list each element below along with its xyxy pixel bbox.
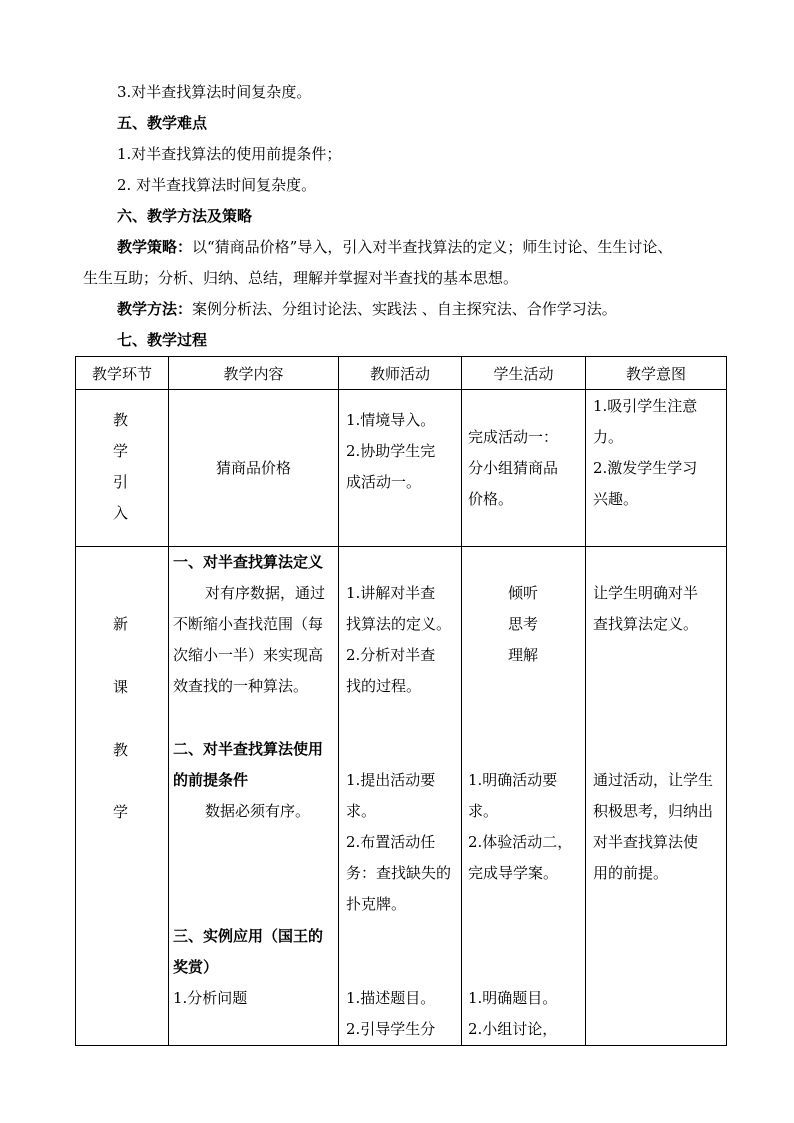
content-text: 猜商品价格 xyxy=(216,459,292,477)
header-student: 学生活动 xyxy=(462,357,586,390)
student-line: 2.小组讨论， xyxy=(468,1020,558,1038)
definition-body: 不断缩小查找范围（每 xyxy=(173,615,324,633)
intent-line: 查找算法定义。 xyxy=(593,615,699,633)
intent-line: 对半查找算法使 xyxy=(593,833,699,851)
teacher-line: 找算法的定义。 xyxy=(346,615,452,633)
teacher-cell-new-lesson xyxy=(339,547,462,1046)
stage-char: 新 xyxy=(113,615,129,633)
header-intent: 教学意图 xyxy=(586,357,727,390)
student-line: 分小组猜商品 xyxy=(468,459,559,477)
table-header-row xyxy=(76,357,727,390)
intent-cell-new-lesson xyxy=(586,547,727,1046)
teacher-line: 务：查找缺失的 xyxy=(346,864,452,882)
teacher-line: 成活动一。 xyxy=(346,473,422,491)
student-cell-new-lesson xyxy=(462,547,586,1046)
intent-line: 通过活动，让学生 xyxy=(593,771,714,789)
intent-line: 积极思考，归纳出 xyxy=(593,802,714,820)
teacher-line: 扑克牌。 xyxy=(346,895,407,913)
stage-char: 学 xyxy=(113,442,129,460)
stage-char: 教 xyxy=(113,741,129,759)
stage-char: 课 xyxy=(113,678,129,696)
stage-char: 学 xyxy=(113,803,129,821)
student-line: 1.明确活动要 xyxy=(468,771,558,789)
method-label: 教学方法： xyxy=(117,300,193,318)
intent-cell-intro xyxy=(586,390,727,547)
stage-char: 引 xyxy=(113,473,129,491)
teacher-line: 1.讲解对半查 xyxy=(346,584,436,602)
student-line: 1.明确题目。 xyxy=(468,989,558,1007)
method-text: 案例分析法、分组讨论法、实践法 、自主探究法、合作学习法。 xyxy=(192,300,617,318)
student-line: 倾听 xyxy=(508,584,539,602)
intent-line: 1.吸引学生注意 xyxy=(593,397,698,415)
teacher-line: 1.情境导入。 xyxy=(346,411,436,429)
table-row-intro xyxy=(76,390,727,547)
header-content: 教学内容 xyxy=(169,357,339,390)
content-cell-new-lesson xyxy=(169,547,339,1046)
student-line: 思考 xyxy=(508,615,539,633)
student-line: 完成活动一： xyxy=(468,428,559,446)
application-heading: 奖赏） xyxy=(173,958,219,976)
stage-cell-intro xyxy=(76,390,169,547)
difficulty-line-1: 1.对半查找算法的使用前提条件； xyxy=(117,145,342,163)
header-teacher: 教师活动 xyxy=(339,357,462,390)
teacher-line: 2.协助学生完 xyxy=(346,442,436,460)
strategy-label: 教学策略： xyxy=(117,238,193,256)
stage-cell-new-lesson xyxy=(76,547,169,1046)
teaching-process-table xyxy=(75,356,727,1046)
teacher-line: 1.提出活动要 xyxy=(346,771,436,789)
student-line: 价格。 xyxy=(468,490,514,508)
intent-line: 用的前提。 xyxy=(593,864,669,882)
method-paragraph xyxy=(117,299,617,319)
definition-body: 效查找的一种算法。 xyxy=(173,677,309,695)
precondition-heading: 二、对半查找算法使用 xyxy=(173,740,324,758)
teacher-line: 2.布置活动任 xyxy=(346,833,436,851)
objective-line-3: 3.对半查找算法时间复杂度。 xyxy=(117,83,312,101)
strategy-text: 以“猜商品价格”导入，引入对半查找算法的定义；师生讨论、生生讨论、 xyxy=(192,238,673,256)
intent-line: 兴趣。 xyxy=(593,490,639,508)
difficulty-line-2: 2. 对半查找算法时间复杂度。 xyxy=(117,176,317,194)
teacher-line: 1.描述题目。 xyxy=(346,989,436,1007)
teacher-line: 2.分析对半查 xyxy=(346,646,436,664)
student-line: 求。 xyxy=(468,802,499,820)
teacher-line: 2.引导学生分 xyxy=(346,1020,436,1038)
student-line: 完成导学案。 xyxy=(468,864,559,882)
precondition-heading: 的前提条件 xyxy=(173,771,249,789)
teacher-line: 找的过程。 xyxy=(346,677,422,695)
definition-body: 次缩小一半）来实现高 xyxy=(173,646,324,664)
section-heading-methods: 六、教学方法及策略 xyxy=(117,207,253,225)
application-body: 1.分析问题 xyxy=(173,989,248,1007)
section-heading-difficulties: 五、教学难点 xyxy=(117,114,208,132)
strategy-paragraph-cont: 生生互助；分析、归纳、总结，理解并掌握对半查找的基本思想。 xyxy=(83,269,519,287)
intent-line: 让学生明确对半 xyxy=(593,584,699,602)
student-cell-intro xyxy=(462,390,586,547)
definition-heading: 一、对半查找算法定义 xyxy=(173,553,324,571)
intent-line: 力。 xyxy=(593,428,624,446)
header-stage: 教学环节 xyxy=(76,357,169,390)
student-line: 理解 xyxy=(508,646,539,664)
intent-line: 2.激发学生学习 xyxy=(593,459,698,477)
table-row-new-lesson xyxy=(76,547,727,1046)
teacher-cell-intro xyxy=(339,390,462,547)
stage-char: 教 xyxy=(113,411,129,429)
student-line: 2.体验活动二， xyxy=(468,833,573,851)
stage-char: 入 xyxy=(113,504,129,522)
strategy-paragraph xyxy=(117,237,672,257)
application-heading: 三、实例应用（国王的 xyxy=(173,927,324,945)
teacher-line: 求。 xyxy=(346,802,377,820)
section-heading-process: 七、教学过程 xyxy=(117,331,208,349)
content-cell-intro xyxy=(169,390,339,547)
precondition-body: 数据必须有序。 xyxy=(205,802,311,820)
definition-body: 对有序数据，通过 xyxy=(205,584,326,602)
